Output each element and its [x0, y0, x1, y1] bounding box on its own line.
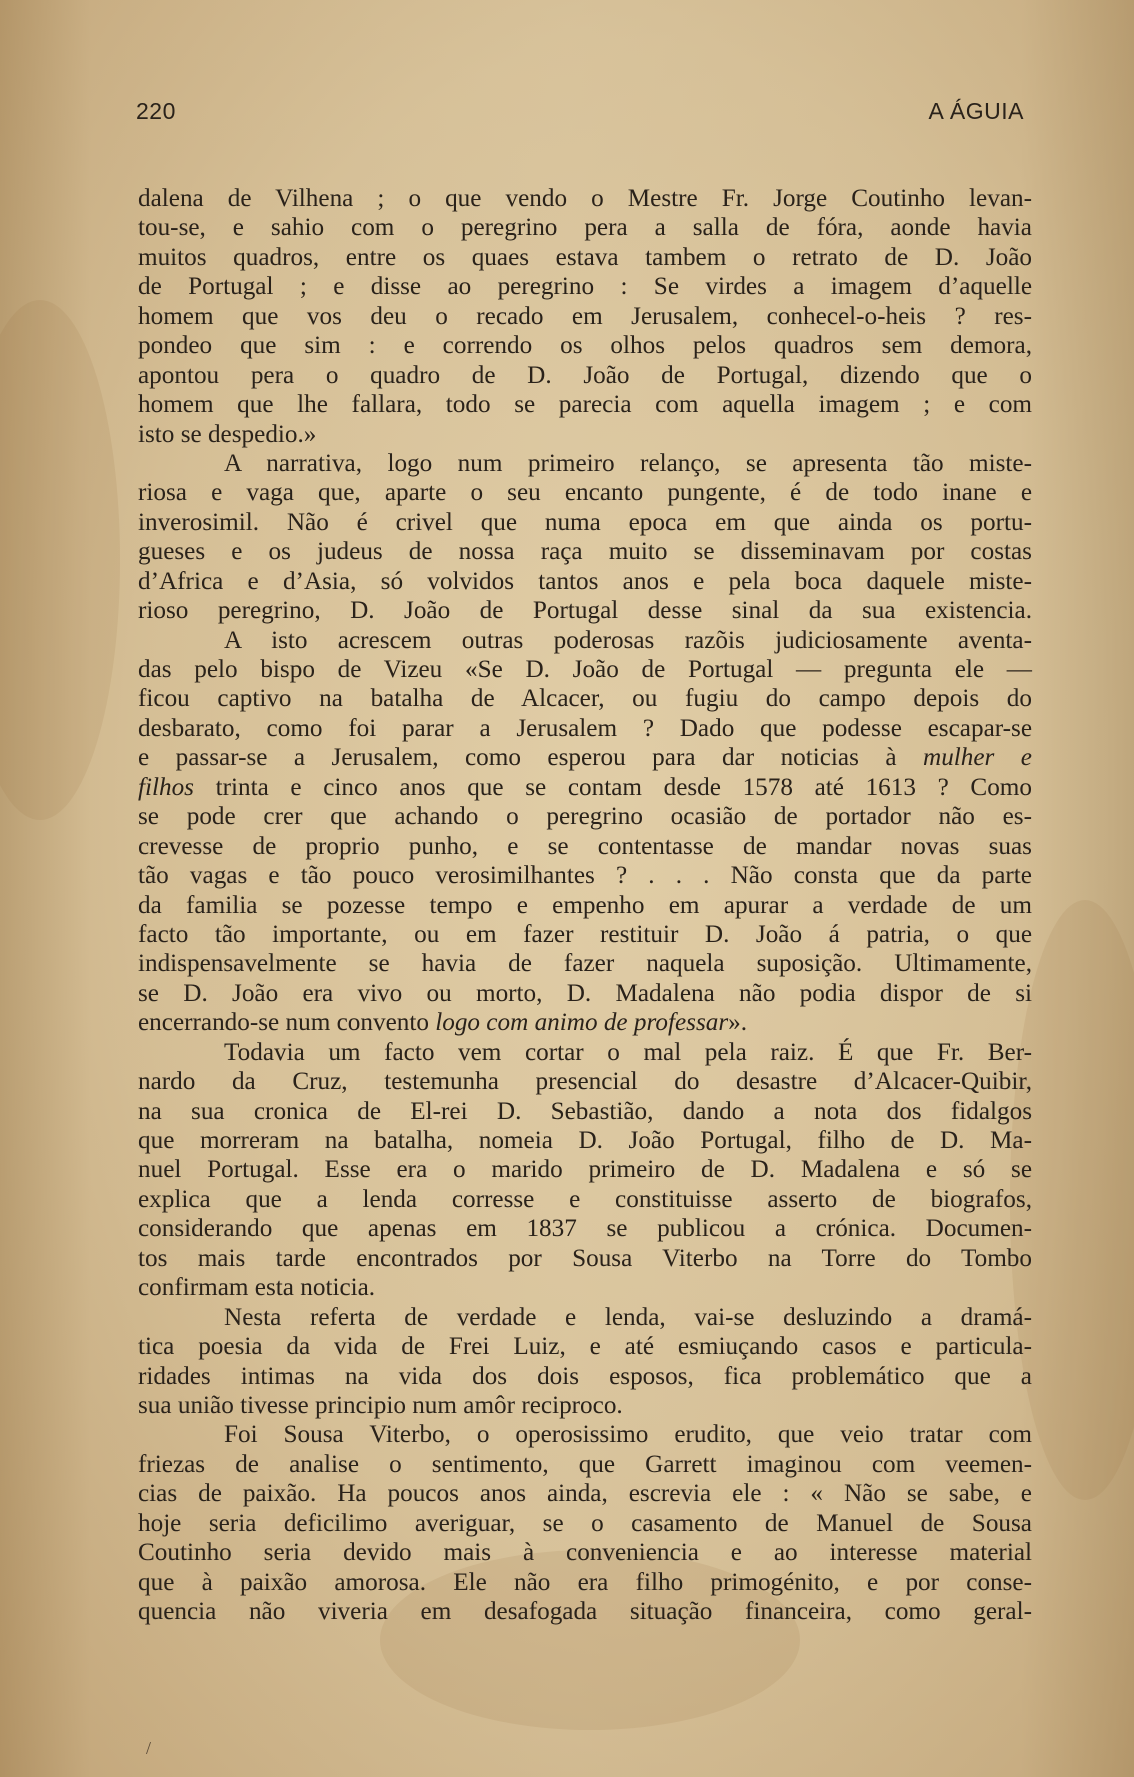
page-number: 220	[136, 98, 176, 124]
text-line: se pode crer que achando o peregrino ocasião de portador não es-	[138, 803, 1032, 831]
text-line: das pelo bispo de Vizeu «Se D. João de Portugal — pregunta ele —	[138, 656, 1032, 683]
text-line: d’Africa e d’Asia, só volvidos tantos anos e pela boca daquele miste-	[138, 567, 1032, 595]
paragraph-first-line: A narrativa, logo num primeiro relanço, se apresenta tão miste-	[224, 449, 1032, 477]
text-line: explica que a lenda corresse e constituisse asserto de biografos,	[138, 1185, 1032, 1213]
paragraph-last-line: isto se despedio.»	[138, 420, 317, 448]
body-text	[138, 184, 1032, 1626]
text-line: nardo da Cruz, testemunha presencial do desastre d’Alcacer-Quibir,	[138, 1068, 1032, 1096]
text-line: e passar-se a Jerusalem, como esperou para dar noticias à mulher e	[138, 744, 1032, 772]
running-head	[136, 98, 1024, 130]
text-line: tou-se, e sahio com o peregrino pera a salla de fóra, aonde havia	[138, 214, 1032, 242]
text-line: riosa e vaga que, aparte o seu encanto pungente, é de todo inane e	[138, 479, 1032, 507]
paragraph-first-line: Todavia um facto vem cortar o mal pela raiz. É que Fr. Ber-	[224, 1038, 1032, 1066]
text-line: muitos quadros, entre os quaes estava tambem o retrato de D. João	[138, 243, 1032, 271]
text-line: considerando que apenas em 1837 se publicou a crónica. Documen-	[138, 1215, 1032, 1243]
text-line: da familia se pozesse tempo e empenho em apurar a verdade de um	[138, 891, 1032, 919]
paragraph-last-line: encerrando-se num convento logo com animo de professar».	[138, 1009, 748, 1037]
text-line: facto tão importante, ou em fazer restituir D. João á patria, o que	[138, 920, 1032, 948]
paper-stain	[0, 300, 120, 820]
text-line: que morreram na batalha, nomeia D. João Portugal, filho de D. Ma-	[138, 1127, 1032, 1154]
text-line: homem que lhe fallara, todo se parecia com aquella imagem ; e com	[138, 391, 1032, 419]
text-line: friezas de analise o sentimento, que Garrett imaginou com veemen-	[138, 1450, 1032, 1478]
text-line: quencia não viveria em desafogada situação financeira, como geral-	[138, 1598, 1032, 1625]
text-line: na sua cronica de El-rei D. Sebastião, dando a nota dos fidalgos	[138, 1097, 1032, 1125]
text-line: Coutinho seria devido mais à conveniencia e ao interesse material	[138, 1539, 1032, 1567]
text-line: tão vagas e tão pouco verosimilhantes ? . . . Não consta que da parte	[138, 862, 1032, 890]
text-line: tos mais tarde encontrados por Sousa Viterbo na Torre do Tombo	[138, 1244, 1032, 1272]
text-line: indispensavelmente se havia de fazer naquela suposição. Ultimamente,	[138, 950, 1032, 978]
text-line: crevesse de proprio punho, e se contentasse de mandar novas suas	[138, 832, 1032, 860]
text-line: hoje seria deficilimo averiguar, se o casamento de Manuel de Sousa	[138, 1509, 1032, 1537]
journal-title: A ÁGUIA	[928, 98, 1024, 124]
text-line: ficou captivo na batalha de Alcacer, ou fugiu do campo depois do	[138, 685, 1032, 713]
text-line: inverosimil. Não é crivel que numa epoca em que ainda os portu-	[138, 508, 1032, 536]
text-line: cias de paixão. Ha poucos anos ainda, escrevia ele : « Não se sabe, e	[138, 1480, 1032, 1508]
paragraph-last-line: confirmam esta noticia.	[138, 1274, 376, 1302]
text-line: se D. João era vivo ou morto, D. Madalena não podia dispor de si	[138, 979, 1032, 1007]
text-line: pondeo que sim : e correndo os olhos pelos quadros sem demora,	[138, 332, 1032, 360]
text-line: desbarato, como foi parar a Jerusalem ? Dado que podesse escapar-se	[138, 714, 1032, 742]
paragraph-first-line: Foi Sousa Viterbo, o operosissimo erudito, que veio tratar com	[224, 1421, 1032, 1449]
text-line: tica poesia da vida de Frei Luiz, e até esmiuçando casos e particula-	[138, 1333, 1032, 1361]
paragraph-last-line: sua união tivesse principio num amôr reciproco.	[138, 1391, 623, 1419]
text-line: ridades intimas na vida dos dois esposos, fica problemático que a	[138, 1362, 1032, 1390]
margin-mark: /	[146, 1738, 152, 1758]
text-line: gueses e os judeus de nossa raça muito se disseminavam por costas	[138, 538, 1032, 566]
paragraph-first-line: Nesta referta de verdade e lenda, vai-se desluzindo a dramá-	[224, 1303, 1032, 1331]
text-line: homem que vos deu o recado em Jerusalem, conhecel-o-heis ? res-	[138, 302, 1032, 330]
text-line: de Portugal ; e disse ao peregrino : Se virdes a imagem d’aquelle	[138, 273, 1032, 301]
text-line: dalena de Vilhena ; o que vendo o Mestre Fr. Jorge Coutinho levan-	[138, 185, 1032, 212]
text-line: nuel Portugal. Esse era o marido primeiro de D. Madalena e só se	[138, 1156, 1032, 1184]
paragraph-last-line: rioso peregrino, D. João de Portugal desse sinal da sua existencia.	[138, 597, 1032, 625]
text-line: apontou pera o quadro de D. João de Portugal, dizendo que o	[138, 361, 1032, 389]
text-line: filhos trinta e cinco anos que se contam desde 1578 até 1613 ? Como	[138, 773, 1032, 801]
text-line: que à paixão amorosa. Ele não era filho primogénito, e por conse-	[138, 1568, 1032, 1596]
paragraph-first-line: A isto acrescem outras poderosas razõis judiciosamente aventa-	[224, 626, 1032, 654]
